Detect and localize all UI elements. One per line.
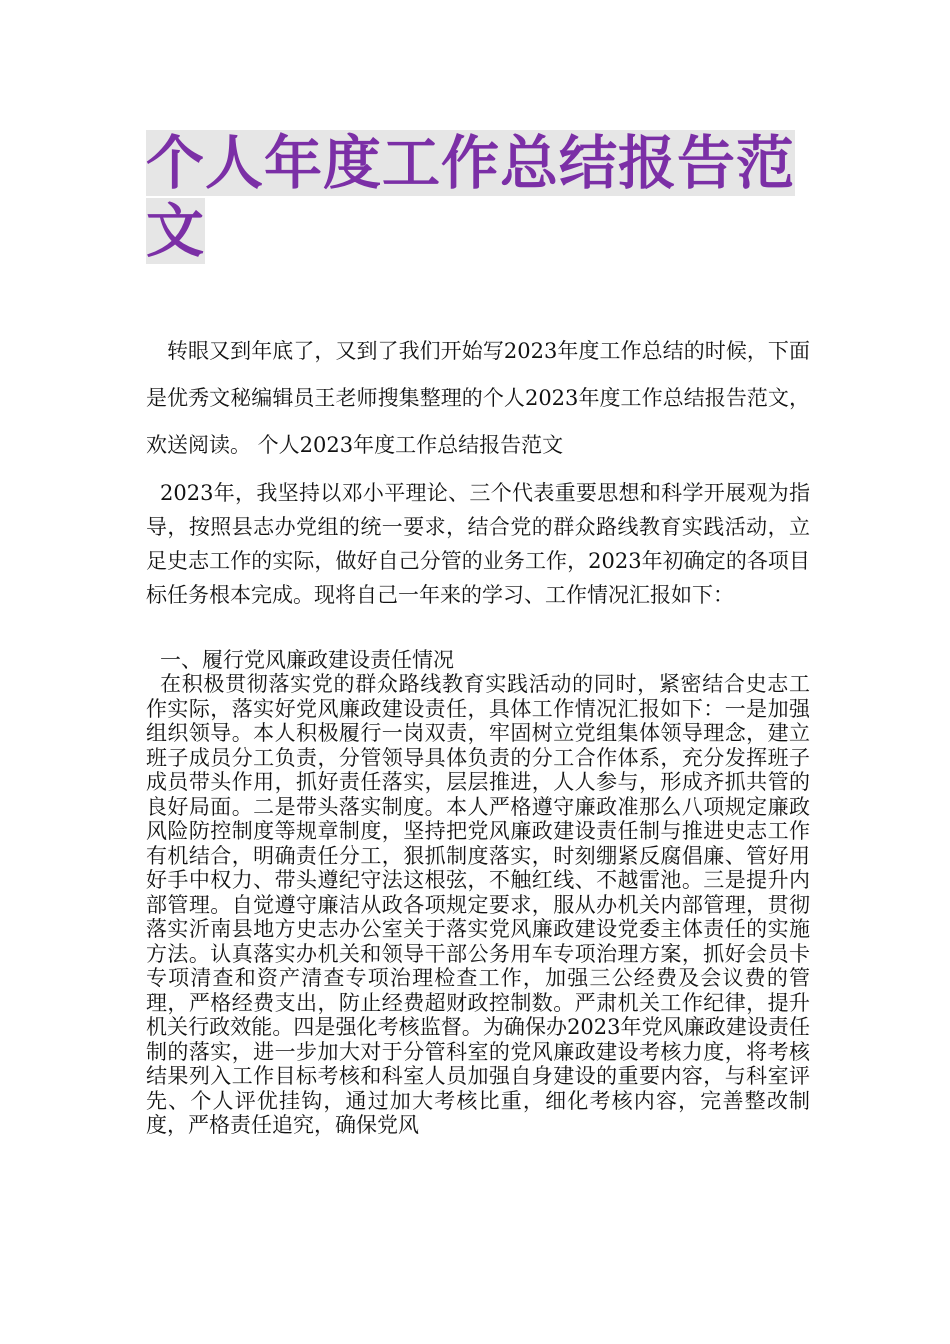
title-line-2: 文 (146, 197, 206, 265)
summary-paragraph: 2023年，我坚持以邓小平理论、三个代表重要思想和科学开展观为指导，按照县志办党组的统一要求，结合党的群众路线教育实践活动，立足史志工作的实际，做好自己分管的业务工作，2023年初确定的各项目标任务根本完成。现将自己一年来的学习、工作情况汇报如下： (146, 481, 810, 607)
section-heading: 一、履行党风廉政建设责任情况 (160, 648, 454, 672)
intro-paragraph: 转眼又到年底了，又到了我们开始写2023年度工作总结的时候，下面是优秀文秘编辑员王老师搜集整理的个人2023年度工作总结报告范文，欢送阅读。 个人2023年度工作总结报告范文 (146, 339, 810, 457)
section-paragraph: 在积极贯彻落实党的群众路线教育实践活动的同时，紧密结合史志工作实际，落实好党风廉政建设责任，具体工作情况汇报如下：一是加强组织领导。本人积极履行一岗双责，牢固树立党组集体领导理念，建立班子成员分工负责，分管领导具体负责的分工合作体系，充分发挥班子成员带头作用，抓好责任落实，层层推进，人人参与，形成齐抓共管的良好局面。二是带头落实制度。本人严格遵守廉政准那么八项规定廉政风险防控制度等规章制度，坚持把党风廉政建设责任制与推进史志工作有机结合，明确责任分工，狠抓制度落实，时刻绷紧反腐倡廉、管好用好手中权力、带头遵纪守法这根弦，不触红线、不越雷池。三是提升内部管理。自觉遵守廉洁从政各项规定要求，服从办机关内部管理，贯彻落实沂南县地方史志办公室关于落实党风廉政建设党委主体责任的实施方法。认真落实办机关和领导干部公务用车专项治理方案，抓好会员卡专项清查和资产清查专项治理检查工作，加强三公经费及会议费的管理，严格经费支出，防止经费超财政控制数。严肃机关工作纪律，提升机关行政效能。四是强化考核监督。为确保办2023年党风廉政建设责任制的落实，进一步加大对于分管科室的党风廉政建设考核力度，将考核结果列入工作目标考核和科室人员加强自身建设的重要内容，与科室评先、个人评优挂钩，通过加大考核比重，细化考核内容，完善整改制度，严格责任追究，确保党风 (146, 672, 810, 1137)
title-line-1: 个人年度工作总结报告范 (146, 129, 796, 197)
